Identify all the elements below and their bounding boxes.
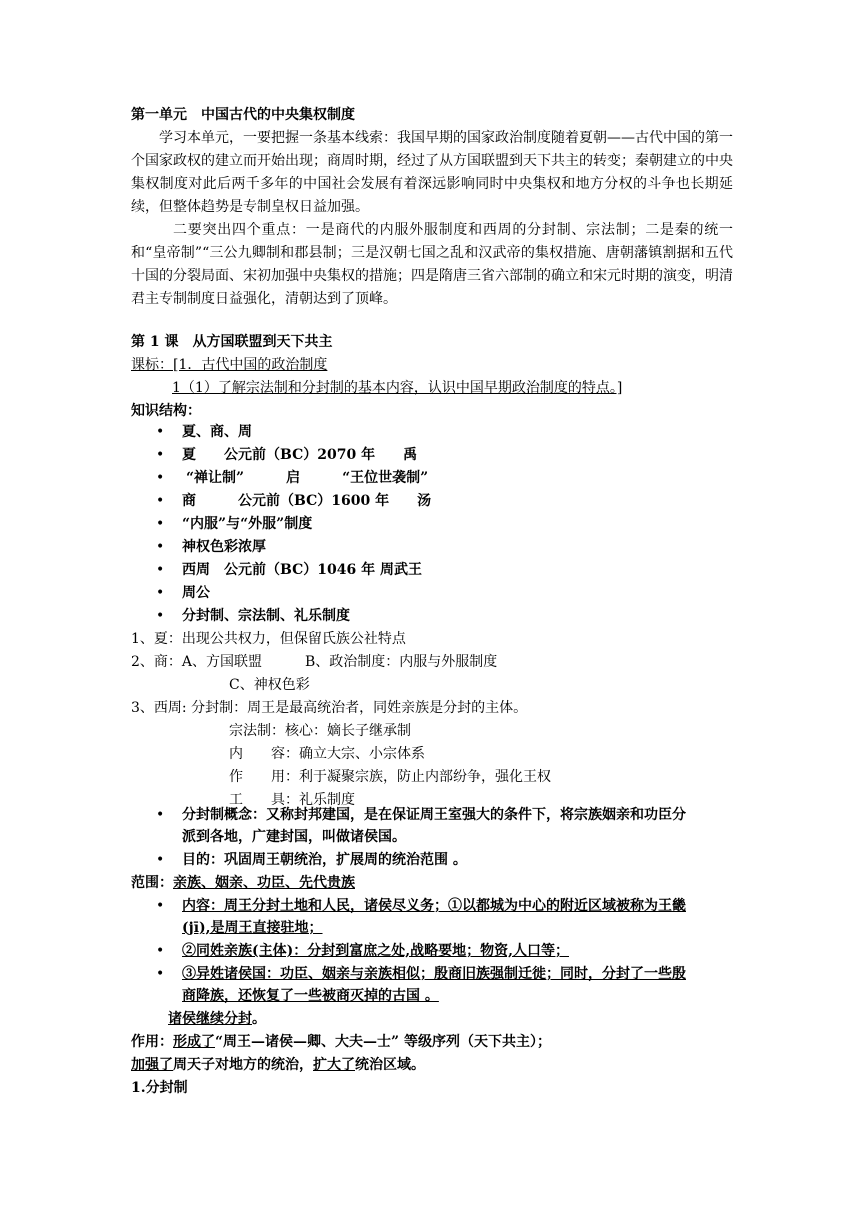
list-item (156, 513, 164, 535)
bullet-icon: • (156, 898, 165, 914)
standard-line-1: 课标：[1．古代中国的政治制度 (131, 357, 328, 373)
list-item (156, 804, 164, 826)
structure-item: “禅让制” 启 “王位世袭制” (186, 470, 429, 486)
bullet-icon: • (156, 562, 165, 578)
structure-item: 商 公元前（BC）1600 年 汤 (182, 493, 432, 509)
yixing-line-2: 商降族，还恢复了一些被商灭掉的古国 。 (182, 988, 439, 1004)
structure-item: “内服”与“外服”制度 (182, 516, 313, 532)
note-shang-a: 2、商：A、方国联盟 (131, 654, 263, 670)
lesson-title: 第 1 课 从方国联盟到天下共主 (131, 334, 333, 350)
effect-formed: 形成了 (173, 1034, 215, 1050)
note-shang-b: B、政治制度：内服与外服制度 (305, 654, 498, 670)
list-item (156, 444, 164, 466)
yixing-line-1: ③异姓诸侯国：功臣、姻亲与亲族相似；殷商旧族强制迁徙；同时，分封了一些殷 (182, 966, 686, 982)
standard-line-2: 1（1）了解宗法制和分封制的基本内容，认识中国早期政治制度的特点。] (172, 380, 623, 396)
effect-label: 作用： (131, 1034, 173, 1050)
intro-paragraph-1: 学习本单元，一要把握一条基本线索：我国早期的国家政治制度随着夏朝——古代中国的第一个国家政权的建立而开始出现；商周时期，经过了从方国联盟到天下共主的转变；秦朝建立的中央集权制度对此后两千多年的中国社会发展有着深远影响同时中央集权和地方分权的斗争也长期延续，但整体趋势是专制皇权日益加强。 (131, 130, 733, 215)
succession-line (168, 1008, 266, 1030)
section-label: 1.分封制 (131, 1080, 188, 1096)
note-shang-c: C、神权色彩 (229, 677, 310, 693)
list-item (156, 849, 164, 871)
bullet-icon: • (156, 966, 165, 982)
effect-line-2 (131, 1054, 425, 1076)
bullet-icon: • (156, 470, 165, 486)
scope-label: 范围： (131, 875, 173, 891)
list-item (156, 582, 164, 604)
note-zongfa-tool: 工 具：礼乐制度 (229, 792, 355, 808)
bullet-icon: • (156, 852, 165, 868)
note-zongfa-effect: 作 用：利于凝聚宗族，防止内部纷争，强化王权 (229, 769, 551, 785)
structure-item: 周公 (182, 585, 210, 601)
effect-control: 周天子对地方的统治， (173, 1057, 313, 1073)
content-line-2: (jī),是周王直接驻地； (182, 920, 323, 936)
unit-title: 第一单元 中国古代的中央集权制度 (131, 107, 355, 123)
succession-text: 诸侯继续分封 (168, 1011, 252, 1027)
scope-line (131, 872, 355, 894)
bullet-icon: • (156, 807, 165, 823)
list-item (156, 536, 164, 558)
note-xizhou: 3、西周: 分封制：周王是最高统治者，同姓亲族是分封的主体。 (131, 700, 528, 716)
list-item (156, 895, 164, 917)
list-item (156, 467, 164, 489)
structure-label: 知识结构： (131, 403, 201, 419)
effect-area: 统治区域。 (355, 1057, 425, 1073)
note-zongfa-core: 宗法制：核心：嫡长子继承制 (229, 723, 411, 739)
list-item (156, 490, 164, 512)
structure-item: 夏 公元前（BC）2070 年 禹 (182, 447, 418, 463)
effect-hierarchy: “周王—诸侯—卿、大夫—士” 等级序列（天下共主）； (215, 1034, 551, 1050)
bullet-icon: • (156, 424, 165, 440)
note-zongfa-content: 内 容：确立大宗、小宗体系 (229, 746, 425, 762)
effect-line-1 (131, 1031, 551, 1053)
structure-item: 神权色彩浓厚 (182, 539, 266, 555)
bullet-icon: • (156, 539, 165, 555)
list-item (156, 963, 164, 985)
effect-strengthened: 加强了 (131, 1057, 173, 1073)
structure-item: 西周 公元前（BC）1046 年 周武王 (182, 562, 422, 578)
tongxing-line: ②同姓亲族(主体)：分封到富庶之处,战略要地；物资,人口等； (182, 943, 569, 959)
structure-item: 分封制、宗法制、礼乐制度 (182, 608, 350, 624)
content-line-1: 内容：周王分封土地和人民，诸侯尽义务；①以都城为中心的附近区域被称为王畿 (182, 898, 686, 914)
intro-paragraph-2: 二要突出四个重点：一是商代的内服外服制度和西周的分封制、宗法制；二是秦的统一和“皇帝制”“三公九卿制和郡县制；三是汉朝七国之乱和汉武帝的集权措施、唐朝藩镇割据和五代十国的分裂局面、宋初加强中央集权的措施；四是隋唐三省六部制的确立和宋元时期的演变，明清君主专制制度日益强化，清朝达到了顶峰。 (131, 222, 733, 307)
fengjian-concept-line-2: 派到各地，广建封国，叫做诸侯国。 (182, 829, 406, 845)
structure-item: 夏、商、周 (182, 424, 252, 440)
bullet-icon: • (156, 608, 165, 624)
scope-value: 亲族、姻亲、功臣、先代贵族 (173, 875, 355, 891)
bullet-icon: • (156, 447, 165, 463)
succession-end: 。 (252, 1011, 266, 1027)
list-item (156, 605, 164, 627)
list-item (156, 559, 164, 581)
list-item (156, 421, 164, 443)
bullet-icon: • (156, 585, 165, 601)
note-xia: 1、夏：出现公共权力，但保留氏族公社特点 (131, 631, 406, 647)
fengjian-purpose: 目的：巩固周王朝统治，扩展周的统治范围 。 (182, 852, 467, 868)
effect-expanded: 扩大了 (313, 1057, 355, 1073)
bullet-icon: • (156, 493, 165, 509)
bullet-icon: • (156, 943, 165, 959)
bullet-icon: • (156, 516, 165, 532)
list-item (156, 940, 164, 962)
fengjian-concept-line-1: 分封制概念：又称封邦建国，是在保证周王室强大的条件下，将宗族姻亲和功臣分 (182, 807, 686, 823)
